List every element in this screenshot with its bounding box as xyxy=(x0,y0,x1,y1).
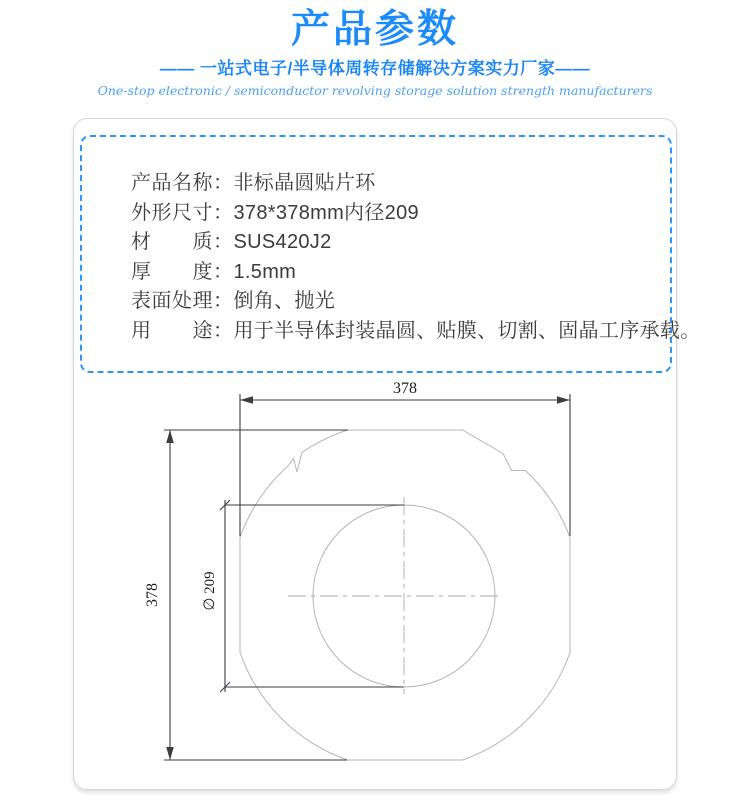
spec-label: 材 质： xyxy=(131,231,234,253)
dim-width-label: 378 xyxy=(393,380,417,397)
dim-height-label: 378 xyxy=(144,583,161,607)
spec-dashed-border-box xyxy=(80,135,701,373)
spec-row-usage xyxy=(131,317,700,347)
spec-value: 378*378mm内径209 xyxy=(233,201,419,224)
spec-row-thickness xyxy=(131,258,700,288)
spec-label: 厚 度： xyxy=(131,260,234,283)
subtitle-cn: —— 一站式电子/半导体周转存储解决方案实力厂家—— xyxy=(159,58,591,78)
page-title: 产品参数 xyxy=(290,8,459,51)
spec-list xyxy=(131,169,700,346)
spec-value: 倒角、抛光 xyxy=(233,290,335,312)
subtitle-en: One-stop electronic / semiconductor revolving storage solution strength manufacturers xyxy=(97,83,653,99)
section-header xyxy=(0,0,750,98)
spec-row-product-name xyxy=(131,169,700,199)
spec-value: 非标晶圆贴片环 xyxy=(233,172,376,194)
spec-row-material xyxy=(131,228,700,258)
spec-row-dimensions xyxy=(131,199,700,229)
product-spec-card xyxy=(73,118,701,790)
spec-label: 产品名称： xyxy=(131,172,234,194)
spec-value: 1.5mm xyxy=(233,260,297,283)
dim-inner-label: ∅ 209 xyxy=(202,571,218,611)
spec-label: 表面处理： xyxy=(131,290,234,312)
spec-value: SUS420J2 xyxy=(233,231,332,253)
spec-label: 外形尺寸： xyxy=(131,201,234,224)
spec-value: 用于半导体封装晶圆、贴膜、切割、固晶工序承载。 xyxy=(233,319,701,342)
spec-label: 用 途： xyxy=(131,319,234,342)
spec-row-surface xyxy=(131,287,700,317)
